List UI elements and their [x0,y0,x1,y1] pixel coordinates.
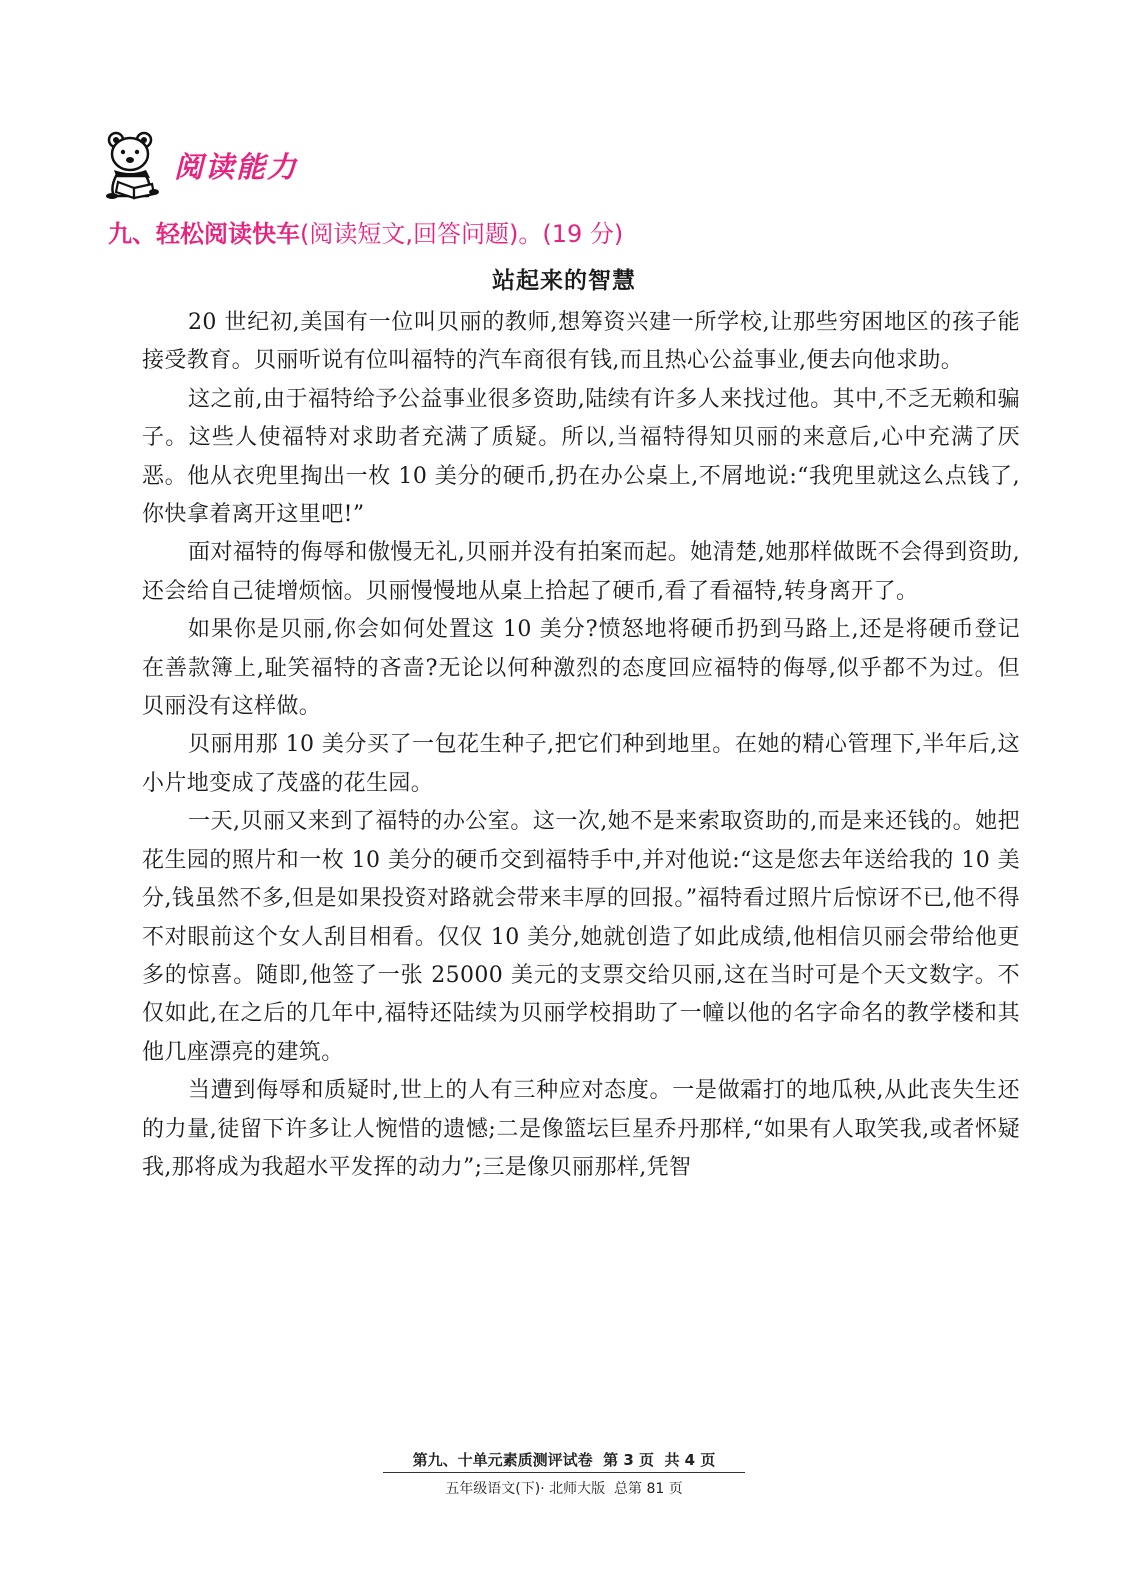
footer-divider [383,1472,745,1473]
paragraph: 当遭到侮辱和质疑时,世上的人有三种应对态度。一是做霜打的地瓜秧,从此丧失生还的力量,徒留下许多让人惋惜的遗憾;二是像篮坛巨星乔丹那样,“如果有人取笑我,或者怀疑我,那将成为我超水平发挥的动力”;三是像贝丽那样,凭智 [142,1078,1020,1180]
question-heading [108,214,1008,249]
section-header [104,128,298,202]
question-instruction: (阅读短文,回答问题)。(19 分) [300,220,624,248]
paragraph: 面对福特的侮辱和傲慢无礼,贝丽并没有拍案而起。她清楚,她那样做既不会得到资助,还会给自己徒增烦恼。贝丽慢慢地从桌上拾起了硬币,看了看福特,转身离开了。 [142,540,1020,604]
article-title: 站起来的智慧 [492,268,636,294]
paragraph: 20 世纪初,美国有一位叫贝丽的教师,想筹资兴建一所学校,让那些穷困地区的孩子能接受教育。贝丽听说有位叫福特的汽车商很有钱,而且热心公益事业,便去向他求助。 [142,310,1020,374]
section-title: 阅读能力 [174,149,299,184]
bear-reading-icon [104,130,160,200]
question-label: 九、轻松阅读快车 [108,220,300,248]
paragraph: 如果你是贝丽,你会如何处置这 10 美分?愤怒地将硬币扔到马路上,还是将硬币登记在善款簿上,耻笑福特的吝啬?无论以何种激烈的态度回应福特的侮辱,似乎都不为过。但贝丽没有这样做。 [142,617,1020,720]
paragraph: 这之前,由于福特给予公益事业很多资助,陆续有许多人来找过他。其中,不乏无赖和骗子。这些人使福特对求助者充满了质疑。所以,当福特得知贝丽的来意后,心中充满了厌恶。他从衣兜里掏出一枚 10 美分的硬币,扔在办公桌上,不屑地说:“我兜里就这么点钱了,你快拿着离开这里吧!” [142,386,1020,528]
footer-page-info: 第九、十单元素质测评试卷 第 3 页 共 4 页 [412,1451,716,1469]
paragraph: 一天,贝丽又来到了福特的办公室。这一次,她不是来索取资助的,而是来还钱的。她把花生园的照片和一枚 10 美分的硬币交到福特手中,并对他说:“这是您去年送给我的 10 美分,钱虽然不多,但是如果投资对路就会带来丰厚的回报。”福特看过照片后惊讶不已,他不得不对眼前这个女人刮目相看。仅仅 10 美分,她就创造了如此成绩,他相信贝丽会带给他更多的惊喜。随即,他签了一张 25000 美元的支票交给贝丽,这在当时可是个天文数字。不仅如此,在之后的几年中,福特还陆续为贝丽学校捐助了一幢以他的名字命名的教学楼和其他几座漂亮的建筑。 [142,809,1020,1065]
paragraph: 贝丽用那 10 美分买了一包花生种子,把它们种到地里。在她的精心管理下,半年后,这小片地变成了茂盛的花生园。 [142,732,1020,796]
footer-book-info: 五年级语文(下)· 北师大版 总第 81 页 [445,1481,683,1497]
article-body [142,304,1020,1187]
